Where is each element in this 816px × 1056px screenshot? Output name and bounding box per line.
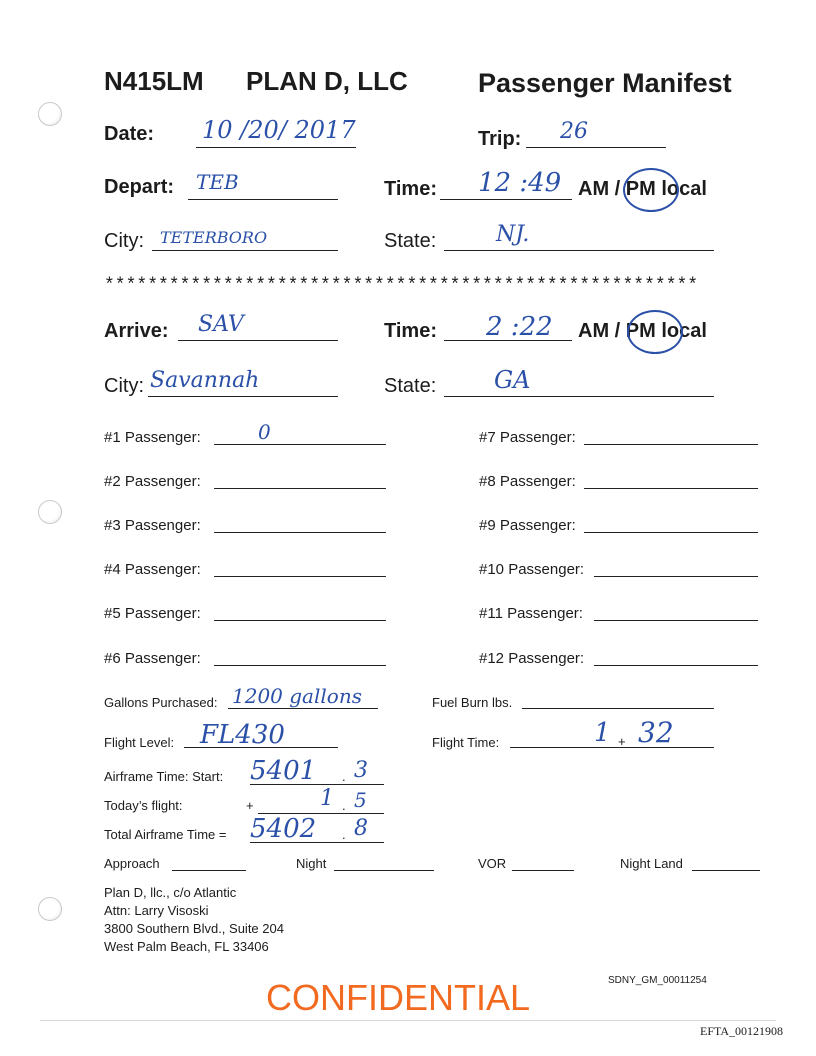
address-line-4: West Palm Beach, FL 33406: [104, 939, 269, 954]
arrive-city-value: Savannah: [150, 368, 260, 393]
binder-hole-bottom: [38, 897, 62, 921]
passenger-1-value: 0: [258, 420, 271, 444]
arrive-value: SAV: [198, 312, 244, 337]
depart-value: TEB: [196, 170, 239, 194]
passenger-11-line: [594, 620, 758, 621]
efta-number: EFTA_00121908: [700, 1024, 784, 1038]
confidential-stamp: CONFIDENTIAL: [266, 977, 531, 1018]
arrive-city-line: [148, 396, 338, 397]
company-name: PLAN D, LLC: [246, 66, 408, 96]
passenger-6-label: #6 Passenger:: [104, 650, 201, 667]
passenger-7-line: [584, 444, 758, 445]
night-line: [334, 870, 434, 871]
night-land-label: Night Land: [620, 856, 683, 871]
gallons-label: Gallons Purchased:: [104, 695, 218, 710]
passenger-10-label: #10 Passenger:: [479, 561, 585, 578]
today-flight-whole: 1: [320, 786, 334, 811]
flight-level-value: FL430: [200, 720, 285, 750]
passenger-10-line: [594, 576, 758, 577]
night-land-line: [692, 870, 760, 871]
passenger-6-line: [214, 665, 386, 666]
depart-label: Depart:: [104, 176, 175, 198]
total-airframe-dot: .: [342, 827, 346, 842]
passenger-9-line: [584, 532, 758, 533]
airframe-start-whole: 5401: [250, 756, 317, 786]
airframe-start-label: Airframe Time: Start:: [104, 769, 224, 784]
address-line-3: 3800 Southern Blvd., Suite 204: [104, 921, 284, 936]
page-title: Passenger Manifest: [478, 68, 732, 98]
depart-state-value: NJ.: [496, 222, 530, 247]
total-airframe-whole: 5402: [250, 814, 317, 844]
flight-time-hours: 1: [594, 718, 611, 748]
passenger-3-line: [214, 532, 386, 533]
total-airframe-tenth: 8: [354, 816, 368, 841]
arrive-time-value: 2 :22: [486, 312, 553, 342]
separator-stars: *******************************************************: [104, 276, 699, 296]
flight-time-label: Flight Time:: [432, 735, 500, 750]
binder-hole-top: [38, 102, 62, 126]
airframe-start-line: [250, 784, 384, 785]
today-flight-dot: .: [342, 798, 346, 813]
total-airframe-line: [250, 842, 384, 843]
arrive-ampm: AM / PM local: [578, 320, 707, 342]
address-line-1: Plan D, llc., c/o Atlantic: [104, 885, 237, 900]
depart-state-line: [444, 250, 714, 251]
depart-time-line: [440, 199, 572, 200]
vor-label: VOR: [478, 856, 507, 871]
passenger-3-label: #3 Passenger:: [104, 517, 201, 534]
passenger-8-label: #8 Passenger:: [479, 473, 576, 490]
flight-time-separator: +: [618, 734, 626, 749]
vor-line: [512, 870, 574, 871]
arrive-city-label: City:: [104, 375, 144, 397]
gallons-line: [228, 708, 378, 709]
passenger-1-label: #1 Passenger:: [104, 429, 201, 446]
passenger-4-line: [214, 576, 386, 577]
fuel-burn-label: Fuel Burn lbs.: [432, 695, 513, 710]
arrive-label: Arrive:: [104, 320, 169, 342]
today-flight-tenth: 5: [354, 788, 367, 812]
fuel-burn-line: [522, 708, 714, 709]
depart-ampm: AM / PM local: [578, 178, 707, 200]
trip-value: 26: [560, 119, 588, 144]
airframe-start-tenth: 3: [354, 758, 368, 783]
passenger-9-label: #9 Passenger:: [479, 517, 576, 534]
passenger-4-label: #4 Passenger:: [104, 561, 201, 578]
depart-city-label: City:: [104, 230, 144, 252]
date-label: Date:: [104, 123, 155, 145]
date-line: [196, 147, 356, 148]
passenger-7-label: #7 Passenger:: [479, 429, 576, 446]
flight-time-minutes: 32: [638, 716, 674, 749]
airframe-start-dot: .: [342, 769, 346, 784]
depart-state-label: State:: [384, 230, 437, 252]
today-flight-plus: +: [246, 798, 254, 813]
passenger-2-label: #2 Passenger:: [104, 473, 201, 490]
depart-pm-circle: [623, 168, 679, 212]
passenger-5-label: #5 Passenger:: [104, 605, 201, 622]
depart-time-value: 12 :49: [478, 168, 562, 198]
approach-label: Approach: [104, 856, 160, 871]
passenger-1-line: [214, 444, 386, 445]
address-line-2: Attn: Larry Visoski: [104, 903, 209, 918]
date-value: 10 /20/ 2017: [202, 116, 356, 144]
tail-number: N415LM: [104, 66, 204, 96]
trip-label: Trip:: [478, 128, 522, 150]
approach-line: [172, 870, 246, 871]
night-label: Night: [296, 856, 327, 871]
gallons-value: 1200 gallons: [232, 684, 362, 708]
arrive-state-line: [444, 396, 714, 397]
passenger-2-line: [214, 488, 386, 489]
arrive-state-label: State:: [384, 375, 437, 397]
flight-level-label: Flight Level:: [104, 735, 175, 750]
passenger-11-label: #11 Passenger:: [479, 605, 583, 622]
footer-divider: [40, 1020, 776, 1021]
passenger-5-line: [214, 620, 386, 621]
flight-level-line: [184, 747, 338, 748]
depart-city-line: [152, 250, 338, 251]
passenger-12-label: #12 Passenger:: [479, 650, 585, 667]
passenger-12-line: [594, 665, 758, 666]
binder-hole-middle: [38, 500, 62, 524]
today-flight-label: Today’s flight:: [104, 798, 183, 813]
arrive-state-value: GA: [494, 366, 531, 394]
depart-line: [188, 199, 338, 200]
trip-line: [526, 147, 666, 148]
depart-city-value: TETERBORO: [160, 228, 268, 247]
depart-time-label: Time:: [384, 178, 437, 200]
arrive-line: [178, 340, 338, 341]
total-airframe-label: Total Airframe Time =: [104, 827, 227, 842]
arrive-time-label: Time:: [384, 320, 437, 342]
flight-time-line: [510, 747, 714, 748]
arrive-pm-circle: [627, 310, 683, 354]
bates-number: SDNY_GM_00011254: [608, 975, 707, 986]
passenger-8-line: [584, 488, 758, 489]
